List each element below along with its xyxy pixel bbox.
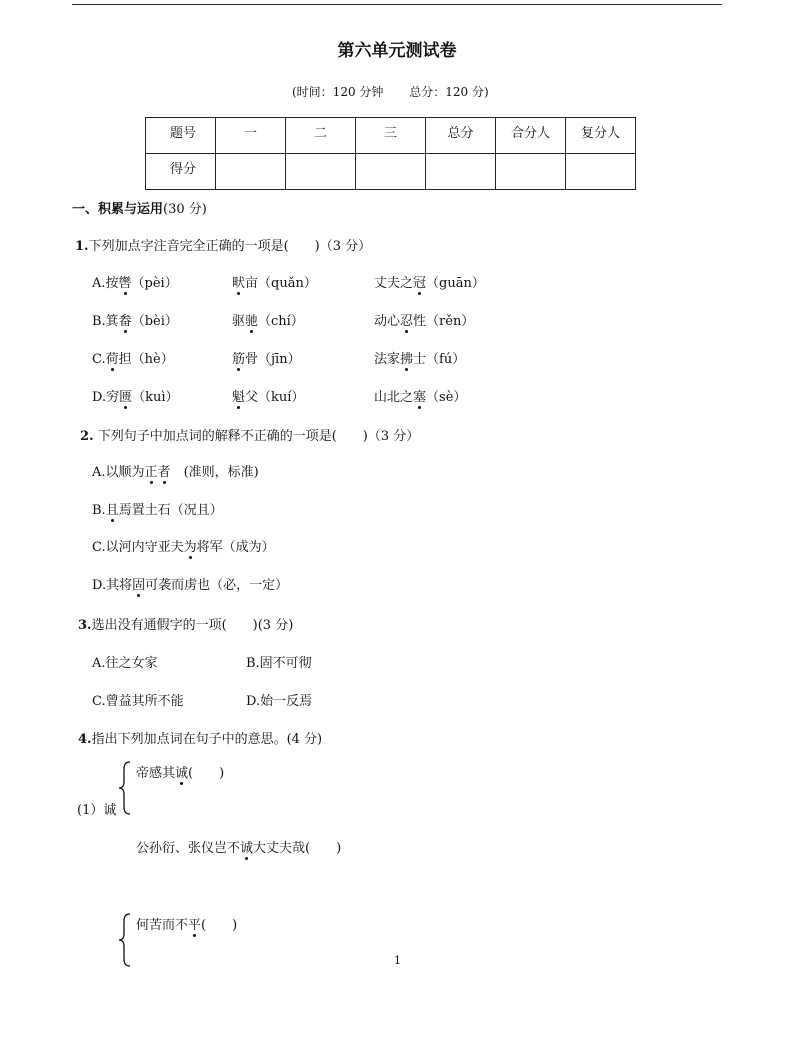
score-row-label: 得分 [146,154,216,190]
section-title: 一、积累与运用 [72,202,164,217]
q2-option-a: A.以顺为正者 (准则，标准) [92,465,259,480]
q1-option-a-2: 畎亩（quǎn） [232,276,317,291]
score-table-header-cell: 总分 [426,118,496,154]
score-table-header-cell: 题号 [146,118,216,154]
question-4 [78,728,322,747]
q3-option-d: D.始一反焉 [246,694,313,709]
left-brace-icon [117,912,133,968]
total-score-info: 总分：120 分) [409,85,489,99]
question-number: 1. [75,239,89,254]
q4-item2-sentence-a: 何苦而不平( ) [136,918,238,933]
score-cell[interactable] [356,154,426,190]
question-3 [78,614,293,633]
q1-option-b-2: 驱驰（chí） [232,314,304,329]
question-text: 下列加点字注音完全正确的一项是( )（3 分） [88,239,372,254]
question-number: 2. [80,429,94,444]
q2-option-c: C.以河内守亚夫为将军（成为） [92,540,275,555]
score-cell[interactable] [216,154,286,190]
q1-option-d-3: 山北之塞（sè） [374,390,467,405]
q4-item1-sentence-a: 帝感其诚( ) [136,766,225,781]
q1-option-d-2: 魁父（kuí） [232,390,305,405]
q1-option-c-3: 法家拂士（fú） [374,352,466,367]
score-cell[interactable] [286,154,356,190]
q1-option-a-1: A.按辔（pèi） [92,276,178,291]
section-points: (30 分) [163,202,207,217]
score-table-header-cell: 合分人 [496,118,566,154]
question-number: 4. [78,732,92,747]
score-table-header-row [146,118,636,154]
question-text: 指出下列加点词在句子中的意思。(4 分) [91,732,323,747]
q1-option-b-1: B.箕畚（bèi） [92,314,178,329]
q4-item1-sentence-b: 公孙衍、张仪岂不诚大丈夫哉( ) [136,841,342,856]
score-table-header-cell: 复分人 [566,118,636,154]
q1-option-c-1: C.荷担（hè） [92,352,174,367]
q1-option-b-3: 动心忍性（rěn） [374,314,475,329]
q1-option-d-1: D.穷匮（kuì） [92,390,179,405]
question-number: 3. [78,618,92,633]
score-table-header-cell: 三 [356,118,426,154]
q3-option-b: B.固不可彻 [246,656,312,671]
page-number: 1 [394,954,401,967]
q2-option-d: D.其将固可袭而虏也（必，一定） [92,578,289,593]
section-heading [72,198,207,217]
q4-item1-label: (1）诚 [77,803,117,818]
score-cell[interactable] [426,154,496,190]
score-table-score-row [146,154,636,190]
page-title: 第六单元测试卷 [337,41,457,61]
q3-option-c: C.曾益其所不能 [92,694,184,709]
score-table-header-cell: 一 [216,118,286,154]
left-brace-icon [117,760,133,816]
question-1 [75,235,371,254]
question-text: 下列句子中加点词的解释不正确的一项是( )（3 分） [97,429,420,444]
question-text: 选出没有通假字的一项( )(3 分) [91,618,294,633]
q1-option-c-2: 筋骨（jīn） [232,352,301,367]
q1-option-a-3: 丈夫之冠（guān） [374,276,485,291]
q3-option-a: A.往之女家 [92,656,158,671]
time-info: (时间：120 分钟 [292,85,384,99]
score-table-header-cell: 二 [286,118,356,154]
score-table [145,117,636,190]
q2-option-b: B.且焉置土石（况且） [92,503,223,518]
score-cell[interactable] [496,154,566,190]
exam-info [292,83,511,100]
question-2 [80,425,419,444]
top-rule [72,4,722,5]
score-cell[interactable] [566,154,636,190]
